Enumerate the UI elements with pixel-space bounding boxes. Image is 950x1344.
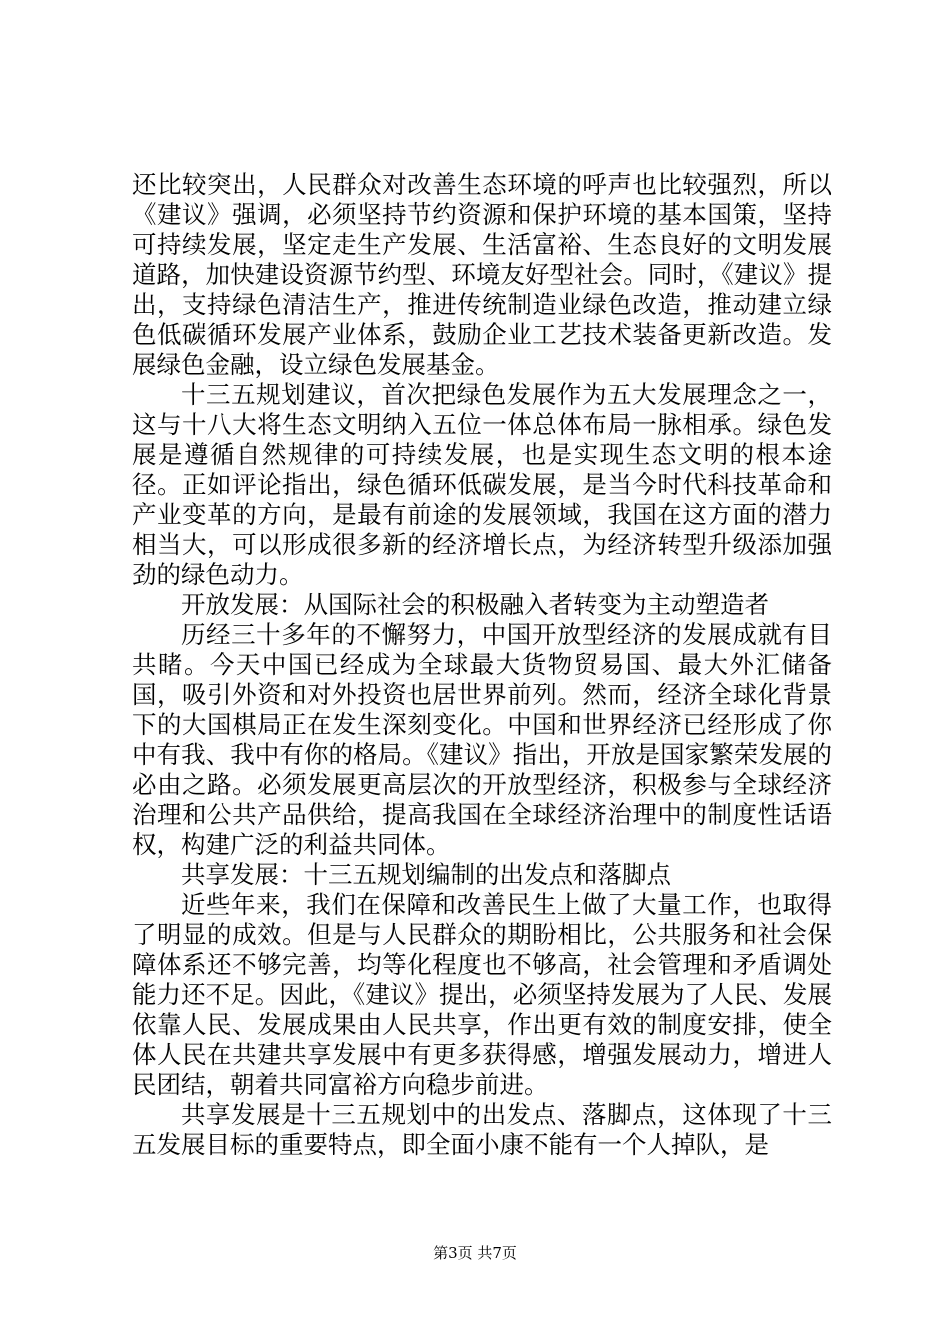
page-footer: 第3页 共7页 (433, 1244, 517, 1262)
paragraph-open-development: 历经三十多年的不懈努力，中国开放型经济的发展成就有目共睹。今天中国已经成为全球最大货物贸易国、最大外汇储备国，吸引外资和对外投资也居世界前列。然而，经济全球化背景下的大国棋局正在发生深刻变化。中国和世界经济已经形成了你中有我、我中有你的格局。《建议》指出，开放是国家繁荣发展的必由之路。必须发展更高层次的开放型经济，积极参与全球经济治理和公共产品供给，提高我国在全球经济治理中的制度性话语权，构建广泛的利益共同体。 (132, 620, 832, 859)
paragraph-shared-development: 近些年来，我们在保障和改善民生上做了大量工作，也取得了明显的成效。但是与人民群众的期盼相比，公共服务和社会保障体系还不够完善，均等化程度也不够高，社会管理和矛盾调处能力还不足。因此，《建议》提出，必须坚持发展为了人民、发展依靠人民、发展成果由人民共享，作出更有效的制度安排，使全体人民在共建共享发展中有更多获得感，增强发展动力，增进人民团结，朝着共同富裕方向稳步前进。 (132, 890, 832, 1099)
section-heading-shared-development: 共享发展：十三五规划编制的出发点和落脚点 (181, 860, 671, 889)
section-heading-open-development: 开放发展：从国际社会的积极融入者转变为主动塑造者 (181, 590, 769, 619)
paragraph-green-development: 十三五规划建议，首次把绿色发展作为五大发展理念之一，这与十八大将生态文明纳入五位一体总体布局一脉相承。绿色发展是遵循自然规律的可持续发展，也是实现生态文明的根本途径。正如评论指出，绿色循环低碳发展，是当今时代科技革命和产业变革的方向，是最有前途的发展领域，我国在这方面的潜力相当大，可以形成很多新的经济增长点，为经济转型升级添加强劲的绿色动力。 (132, 380, 832, 589)
paragraph-green-policy-continued: 还比较突出，人民群众对改善生态环境的呼声也比较强烈，所以《建议》强调，必须坚持节约资源和保护环境的基本国策，坚持可持续发展，坚定走生产发展、生活富裕、生态良好的文明发展道路，加快建设资源节约型、环境友好型社会。同时，《建议》提出，支持绿色清洁生产，推进传统制造业绿色改造，推动建立绿色低碳循环发展产业体系，鼓励企业工艺技术装备更新改造。发展绿色金融，设立绿色发展基金。 (132, 170, 832, 379)
document-body (132, 170, 832, 1160)
paragraph-shared-development-goal: 共享发展是十三五规划中的出发点、落脚点，这体现了十三五发展目标的重要特点，即全面小康不能有一个人掉队，是 (132, 1100, 832, 1159)
